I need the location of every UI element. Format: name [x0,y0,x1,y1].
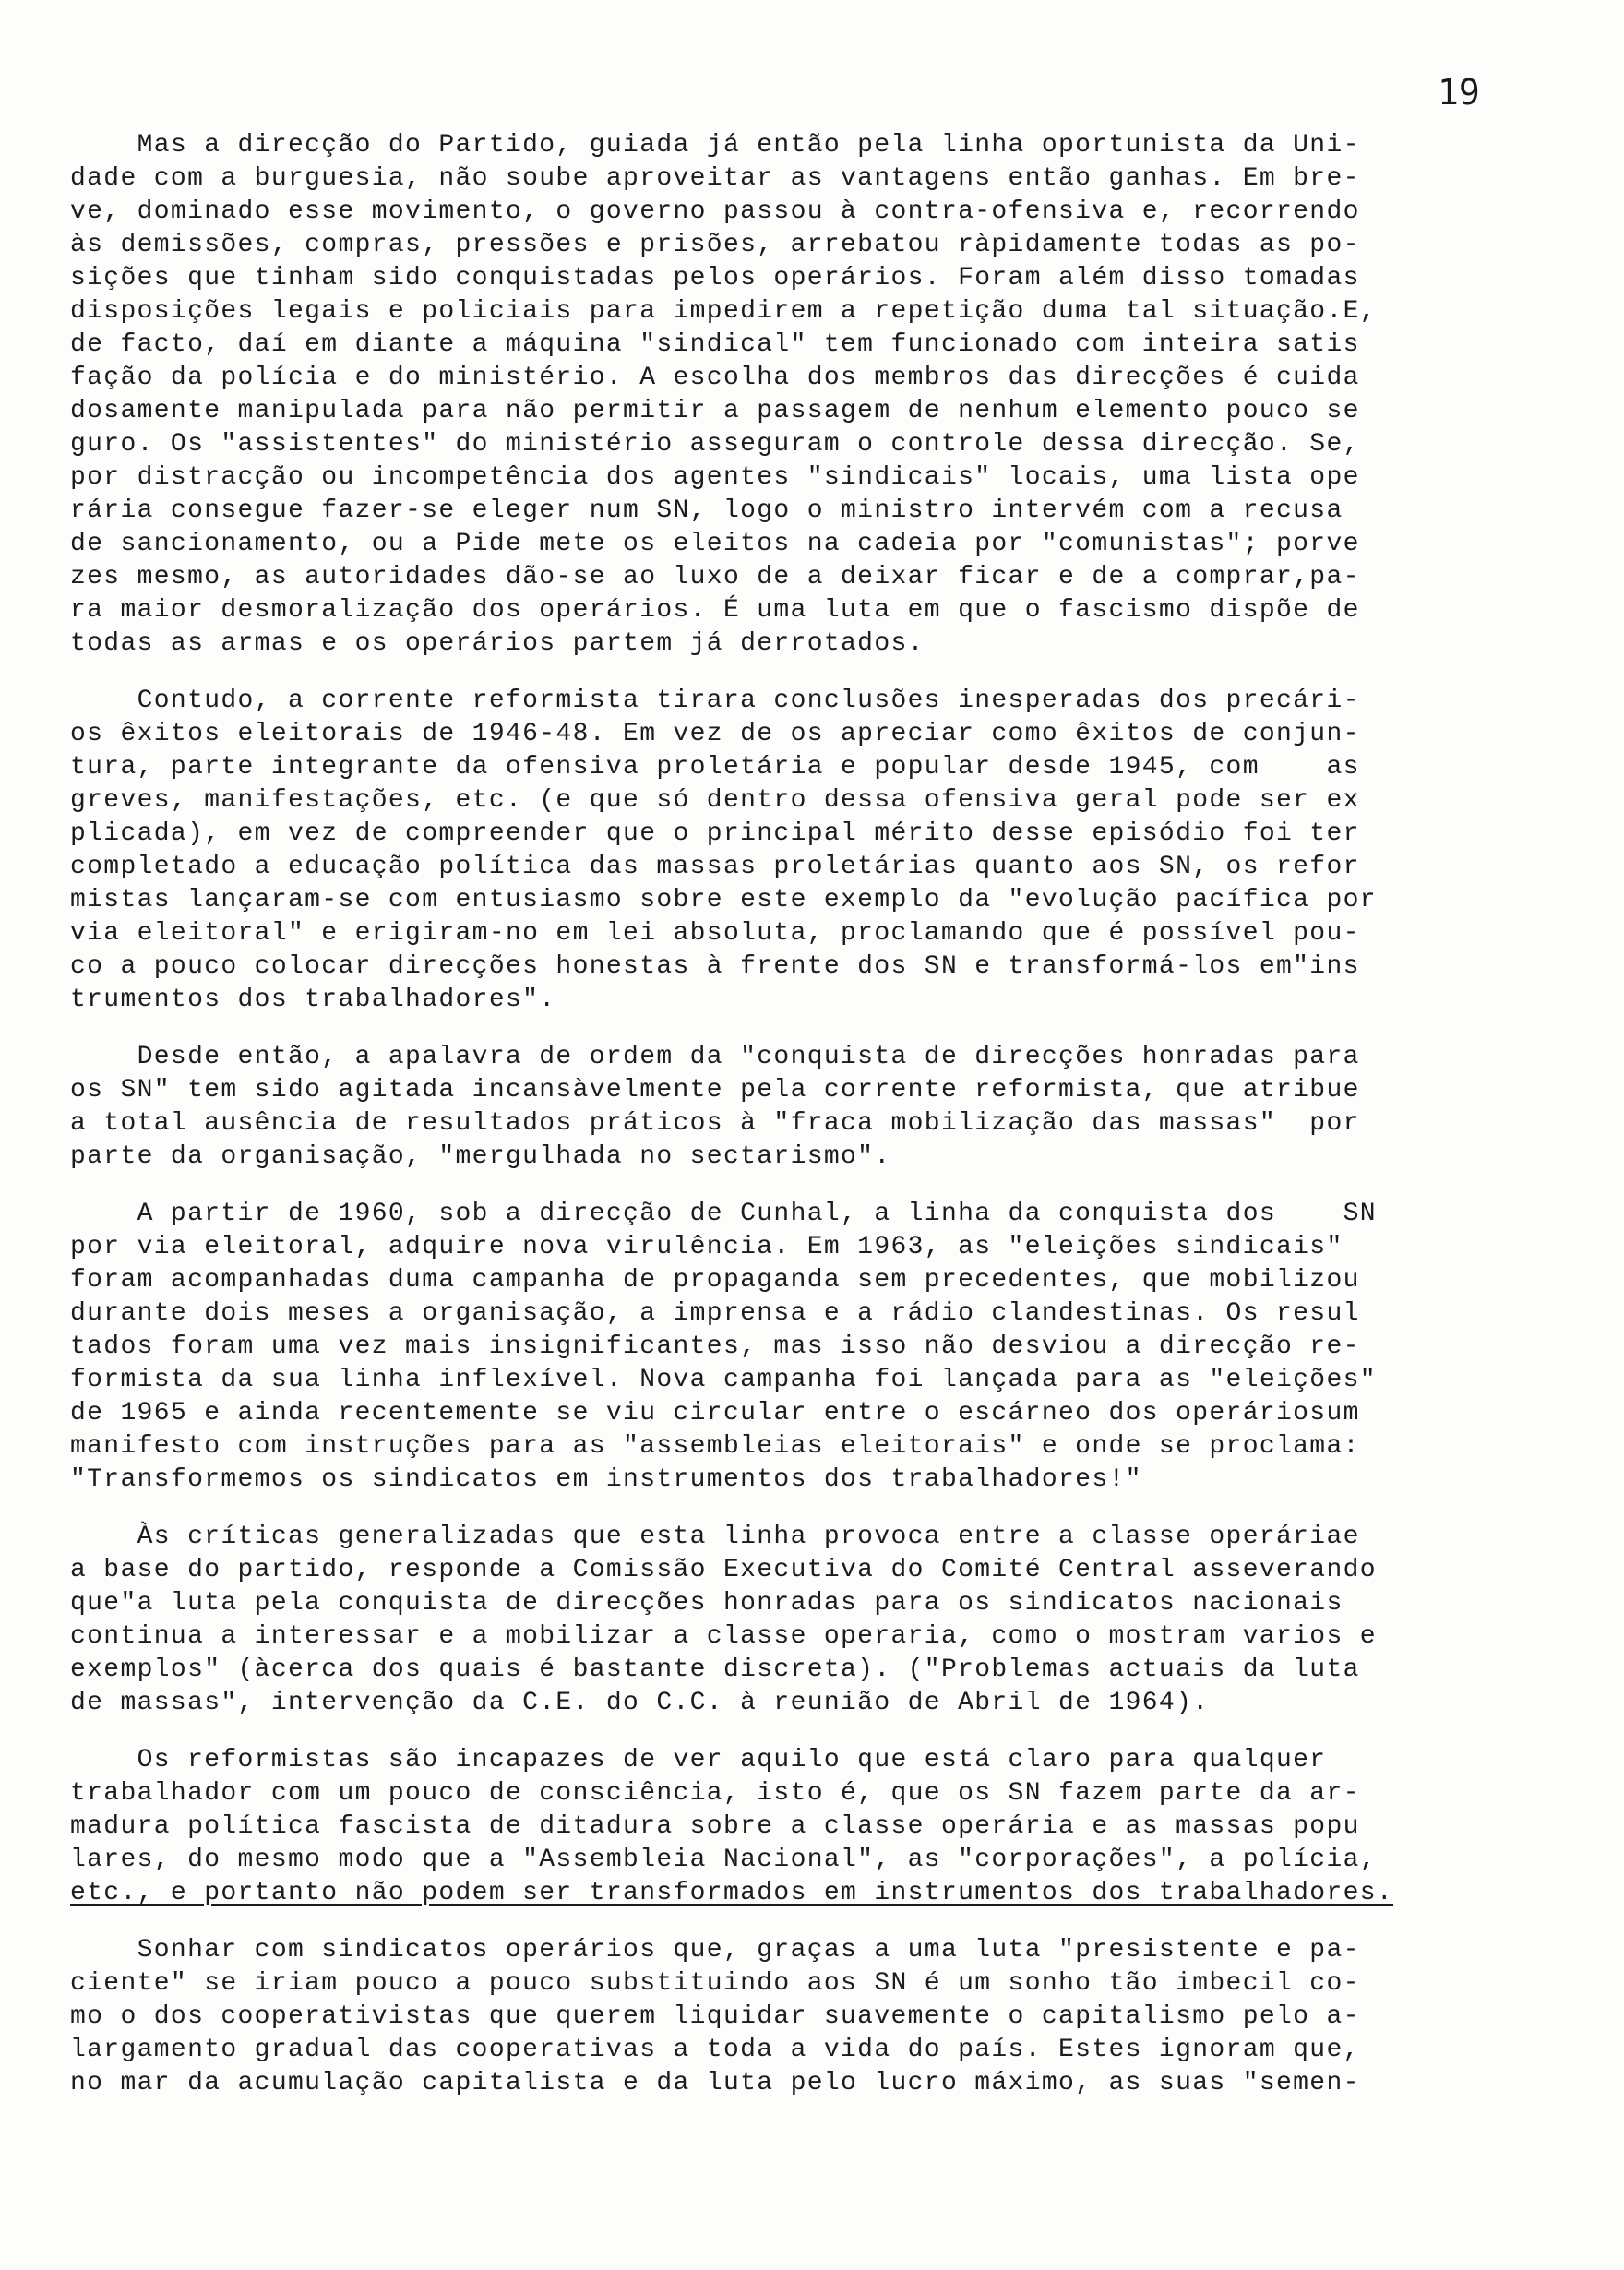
text-line: via eleitoral" e erigiram-no em lei absoluta, proclamando que é possível pou- [70,919,1360,948]
text-line: os SN" tem sido agitada incansàvelmente pela corrente reformista, que atribue [70,1076,1360,1105]
text-line: tura, parte integrante da ofensiva proletária e popular desde 1945, com as [70,753,1360,782]
text-line: a base do partido, responde a Comissão Executiva do Comité Central asseverando [70,1556,1377,1584]
text-line: no mar da acumulação capitalista e da luta pelo lucro máximo, as suas "semen- [70,2069,1360,2097]
text-line: lares, do mesmo modo que a "Assembleia Nacional", as "corporações", a polícia, [70,1846,1377,1874]
text-line: Mas a direcção do Partido, guiada já então pela linha oportunista da Uni- [70,131,1360,160]
text-line: exemplos" (àcerca dos quais é bastante discreta). ("Problemas actuais da luta [70,1655,1360,1684]
text-line: os êxitos eleitorais de 1946-48. Em vez de os apreciar como êxitos de conjun- [70,720,1360,748]
document-body [70,129,1510,2124]
paragraph-6 [70,1744,1510,1910]
text-line: co a pouco colocar direcções honestas à frente dos SN e transformá-los em"ins [70,952,1360,981]
text-line: todas as armas e os operários partem já derrotados. [70,629,925,658]
text-line: Os reformistas são incapazes de ver aquilo que está claro para qualquer [70,1746,1327,1774]
text-line: dosamente manipulada para não permitir a passagem de nenhum elemento pouco se [70,397,1360,425]
text-line: guro. Os "assistentes" do ministério asseguram o controle dessa direcção. Se, [70,430,1360,459]
text-line: de 1965 e ainda recentemente se viu circular entre o escárneo dos operáriosum [70,1399,1360,1428]
paragraph-5 [70,1521,1510,1720]
text-line: trabalhador com um pouco de consciência, isto é, que os SN fazem parte da ar- [70,1779,1360,1808]
text-line: fação da polícia e do ministério. A escolha dos membros das direcções é cuida [70,364,1360,392]
text-line: Às críticas generalizadas que esta linha provoca entre a classe operáriae [70,1523,1360,1551]
paragraph-4 [70,1198,1510,1497]
text-line: rária consegue fazer-se eleger num SN, logo o ministro intervém com a recusa [70,496,1343,525]
text-line: Desde então, a apalavra de ordem da "conquista de direcções honradas para [70,1043,1360,1071]
text-line: mistas lançaram-se com entusiasmo sobre este exemplo da "evolução pacífica por [70,886,1377,914]
text-line: formista da sua linha inflexível. Nova campanha foi lançada para as "eleições" [70,1366,1377,1394]
text-line: ciente" se iriam pouco a pouco substituindo aos SN é um sonho tão imbecil co- [70,1969,1360,1998]
text-line: por distracção ou incompetência dos agentes "sindicais" locais, uma lista ope [70,463,1360,492]
text-line: continua a interessar e a mobilizar a classe operaria, como o mostram varios e [70,1622,1377,1651]
text-line: foram acompanhadas duma campanha de propaganda sem precedentes, que mobilizou [70,1266,1360,1295]
text-line: plicada), em vez de compreender que o principal mérito desse episódio foi ter [70,819,1360,848]
text-line: de sancionamento, ou a Pide mete os eleitos na cadeia por "comunistas"; porve [70,530,1360,558]
text-line: que"a luta pela conquista de direcções honradas para os sindicatos nacionais [70,1589,1343,1618]
text-line: às demissões, compras, pressões e prisões, arrebatou ràpidamente todas as po- [70,231,1360,259]
text-line: tados foram uma vez mais insignificantes, mas isso não desviou a direcção re- [70,1332,1360,1361]
text-line: Contudo, a corrente reformista tirara conclusões inesperadas dos precári- [70,687,1360,715]
paragraph-2 [70,685,1510,1017]
text-line: ve, dominado esse movimento, o governo passou à contra-ofensiva e, recorrendo [70,197,1360,226]
text-line: largamento gradual das cooperativas a toda a vida do país. Estes ignoram que, [70,2036,1360,2064]
text-line: a total ausência de resultados práticos à "fraca mobilização das massas" por [70,1109,1360,1138]
text-line: greves, manifestações, etc. (e que só dentro dessa ofensiva geral pode ser ex [70,786,1360,815]
text-line-underlined: etc., e portanto não podem ser transformados em instrumentos dos trabalhadores. [70,1879,1394,1907]
page-number: 19 [1438,72,1480,113]
text-line: completado a educação política das massas proletárias quanto aos SN, os refor [70,853,1360,881]
text-line: Sonhar com sindicatos operários que, graças a uma luta "presistente e pa- [70,1936,1360,1965]
text-line: madura política fascista de ditadura sobre a classe operária e as massas popu [70,1812,1360,1841]
text-line: sições que tinham sido conquistadas pelos operários. Foram além disso tomadas [70,264,1360,293]
text-line: por via eleitoral, adquire nova virulência. Em 1963, as "eleições sindicais" [70,1233,1343,1261]
paragraph-1 [70,129,1510,661]
text-line: zes mesmo, as autoridades dão-se ao luxo de a deixar ficar e de a comprar,pa- [70,563,1360,591]
text-line: manifesto com instruções para as "assembleias eleitorais" e onde se proclama: [70,1432,1360,1461]
text-line: disposições legais e policiais para impedirem a repetição duma tal situação.E, [70,297,1377,326]
text-line: trumentos dos trabalhadores". [70,986,556,1014]
text-line: de massas", intervenção da C.E. do C.C. à reunião de Abril de 1964). [70,1689,1210,1717]
paragraph-7 [70,1934,1510,2100]
paragraph-3 [70,1041,1510,1174]
text-line: parte da organisação, "mergulhada no sectarismo". [70,1142,891,1171]
text-line: "Transformemos os sindicatos em instrumentos dos trabalhadores!" [70,1465,1142,1494]
text-line: A partir de 1960, sob a direcção de Cunhal, a linha da conquista dos SN [70,1200,1377,1228]
text-line: dade com a burguesia, não soube aproveitar as vantagens então ganhas. Em bre- [70,164,1360,193]
text-line: ra maior desmoralização dos operários. É uma luta em que o fascismo dispõe de [70,596,1360,625]
text-line: de facto, daí em diante a máquina "sindical" tem funcionado com inteira satis [70,330,1360,359]
text-line: durante dois meses a organisação, a imprensa e a rádio clandestinas. Os resul [70,1299,1360,1328]
text-line: mo o dos cooperativistas que querem liquidar suavemente o capitalismo pelo a- [70,2002,1360,2031]
